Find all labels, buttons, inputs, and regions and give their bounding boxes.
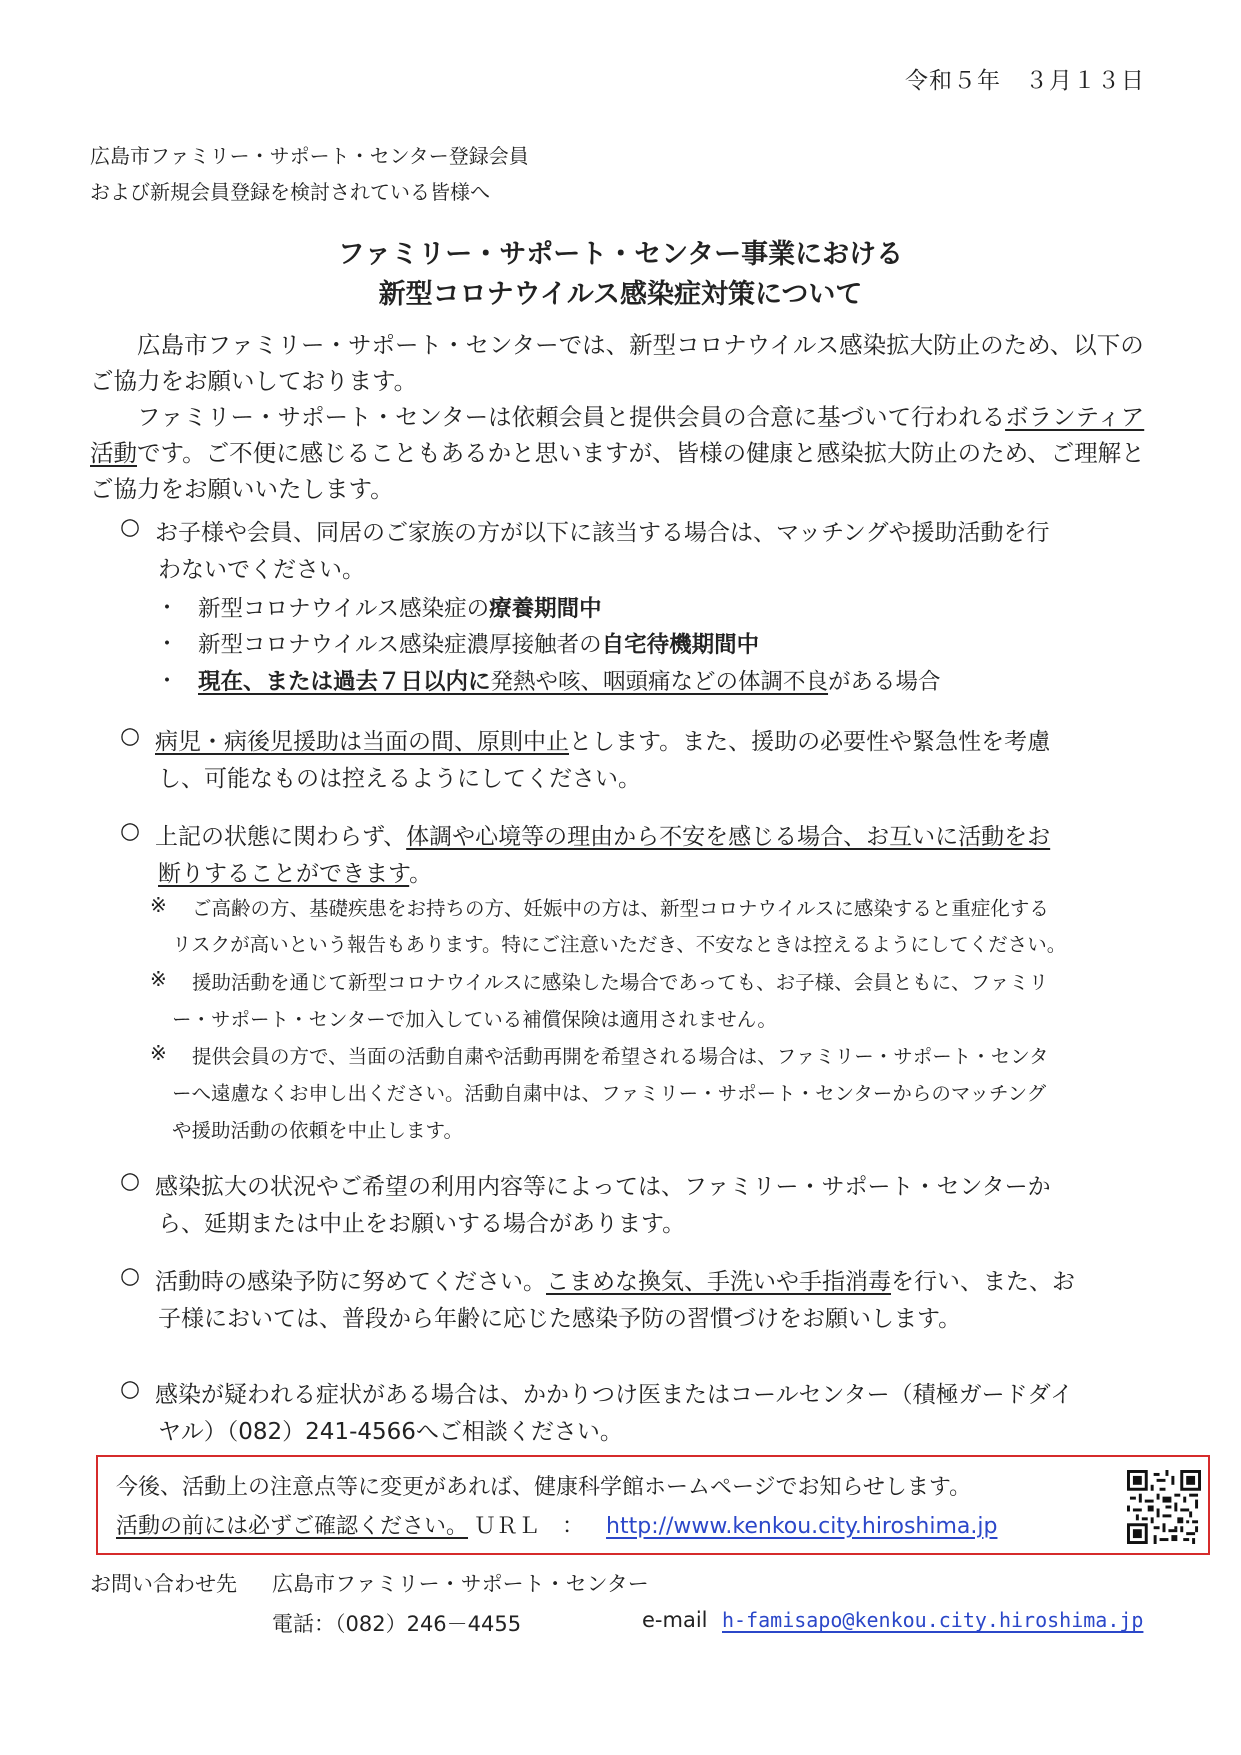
intro-p2-tail: です。ご不便に感じることもあるかと思いますが、皆様の健康と感染拡大防止のため、ご理解とご協力をお願いいたします。: [90, 439, 1145, 503]
note-2-line-1: 援助活動を通じて新型コロナウイルスに感染した場合であっても、お子様、会員ともに、ファミリ: [192, 971, 1049, 994]
note-1-mark: ※: [150, 893, 167, 917]
note-3-mark: ※: [150, 1041, 167, 1065]
bullet-1-text: 新型コロナウイルス感染症の: [198, 596, 490, 622]
item3-underlined: 体調や心境等の理由から不安を感じる場合、お互いに活動をお: [406, 824, 1051, 850]
item2-circle-mark: ○: [120, 723, 141, 749]
bullet-3-underlined: 発熱や咳、咽頭痛などの体調不良: [490, 669, 829, 695]
contact-label: お問い合わせ先: [90, 1572, 237, 1596]
item5-tail: を行い、また、お: [891, 1269, 1075, 1295]
item1-bullet-2: [198, 627, 759, 659]
item3-circle-mark: ○: [120, 818, 141, 844]
note-1-line-2: リスクが高いという報告もあります。特にご注意いただき、不安なときは控えるようにしてください。: [172, 933, 1067, 956]
item1-circle-mark: ○: [120, 514, 141, 540]
item5-line-2: 子様においては、普段から年齢に応じた感染予防の習慣づけをお願いします。: [158, 1306, 962, 1332]
contact-phone: 電話：（082）246－4455: [272, 1612, 522, 1636]
item1-bullet-1: [198, 591, 602, 623]
addressee-line-2: および新規会員登録を検討されている皆様へ: [90, 180, 490, 204]
homepage-link[interactable]: http://www.kenkou.city.hiroshima.jp: [606, 1514, 998, 1539]
title-line-2: 新型コロナウイルス感染症対策について: [378, 279, 863, 310]
intro-p2-text: ファミリー・サポート・センターは依頼会員と提供会員の合意に基づいて行われる: [137, 403, 1006, 431]
notice-underlined: 活動の前には必ずご確認ください。: [116, 1514, 469, 1539]
item1-bullet-1-mark: ・: [156, 596, 179, 621]
document-date: 令和５年 ３月１３日: [905, 68, 1145, 94]
note-2-mark: ※: [150, 967, 167, 991]
item2-line-1: [155, 723, 1050, 756]
item2-underlined: 病児・病後児援助は当面の間、原則中止: [155, 729, 569, 755]
bullet-2-text: 新型コロナウイルス感染症濃厚接触者の: [198, 632, 602, 658]
note-3-line-1: 提供会員の方で、当面の活動自粛や活動再開を希望される場合は、ファミリー・サポート・センタ: [192, 1045, 1049, 1068]
intro-paragraph-1: 広島市ファミリー・サポート・センターでは、新型コロナウイルス感染拡大防止のため、以下のご協力をお願いしております。: [90, 331, 1144, 395]
note-3-line-3: や援助活動の依頼を中止します。: [172, 1119, 463, 1142]
intro-paragraph-2: [90, 399, 1150, 507]
item1-line-1: お子様や会員、同居のご家族の方が以下に該当する場合は、マッチングや援助活動を行: [155, 520, 1050, 546]
note-3-line-2: ーへ遠慮なくお申し出ください。活動自粛中は、ファミリー・サポート・センターからのマッチング: [172, 1082, 1047, 1105]
item1-bullet-3: [198, 664, 941, 696]
note-1-line-1: ご高齢の方、基礎疾患をお持ちの方、妊娠中の方は、新型コロナウイルスに感染すると重症化する: [192, 897, 1049, 920]
item2-line-2: し、可能なものは控えるようにしてください。: [158, 766, 641, 792]
item3-line-1: [155, 818, 1050, 851]
item4-line-2: ら、延期または中止をお願いする場合があります。: [158, 1211, 686, 1237]
notice-line-2: [116, 1509, 997, 1540]
contact-name: 広島市ファミリー・サポート・センター: [272, 1572, 649, 1596]
item3-line-2: [158, 855, 432, 888]
item2-tail: とします。また、援助の必要性や緊急性を考慮: [569, 729, 1051, 755]
item3-text: 上記の状態に関わらず、: [155, 824, 407, 850]
contact-email-link[interactable]: h-famisapo@kenkou.city.hiroshima.jp: [722, 1608, 1144, 1632]
title-line-1: ファミリー・サポート・センター事業における: [337, 239, 904, 270]
item6-line-2: ヤル）（082）241-4566へご相談ください。: [158, 1419, 623, 1445]
item3-underlined-2: 断りすることができます: [158, 861, 410, 887]
notice-line-1: 今後、活動上の注意点等に変更があれば、健康科学館ホームページでお知らせします。: [116, 1475, 972, 1500]
item5-line-1: [155, 1263, 1075, 1296]
item5-circle-mark: ○: [120, 1263, 141, 1289]
note-2-line-2: ー・サポート・センターで加入している補償保険は適用されません。: [172, 1008, 777, 1031]
bullet-2-bold: 自宅待機期間中: [601, 632, 760, 658]
bullet-1-bold: 療養期間中: [489, 596, 602, 622]
url-label: ＵＲＬ ：: [474, 1514, 585, 1539]
item6-circle-mark: ○: [120, 1376, 141, 1402]
addressee-line-1: 広島市ファミリー・サポート・センター登録会員: [90, 144, 529, 168]
item3-period: 。: [409, 861, 433, 887]
contact-email-label: e-mail: [642, 1608, 708, 1632]
item4-line-1: 感染拡大の状況やご希望の利用内容等によっては、ファミリー・サポート・センターか: [155, 1174, 1051, 1200]
item4-circle-mark: ○: [120, 1168, 141, 1194]
intro-p2-underlined: ボランティア活動: [90, 403, 1145, 467]
qr-code-icon: [1127, 1470, 1201, 1544]
bullet-3-tail: がある場合: [828, 669, 941, 695]
item1-line-2: わないでください。: [158, 557, 365, 583]
item1-bullet-2-mark: ・: [156, 632, 179, 657]
item5-text: 活動時の感染予防に努めてください。: [155, 1269, 546, 1295]
bullet-3-bold: 現在、または過去７日以内に: [198, 669, 491, 695]
item6-line-1: 感染が疑われる症状がある場合は、かかりつけ医またはコールセンター（積極ガードダイ: [155, 1382, 1074, 1408]
item5-underlined: こまめな換気、手洗いや手指消毒: [546, 1269, 891, 1295]
item1-bullet-3-mark: ・: [156, 669, 179, 694]
